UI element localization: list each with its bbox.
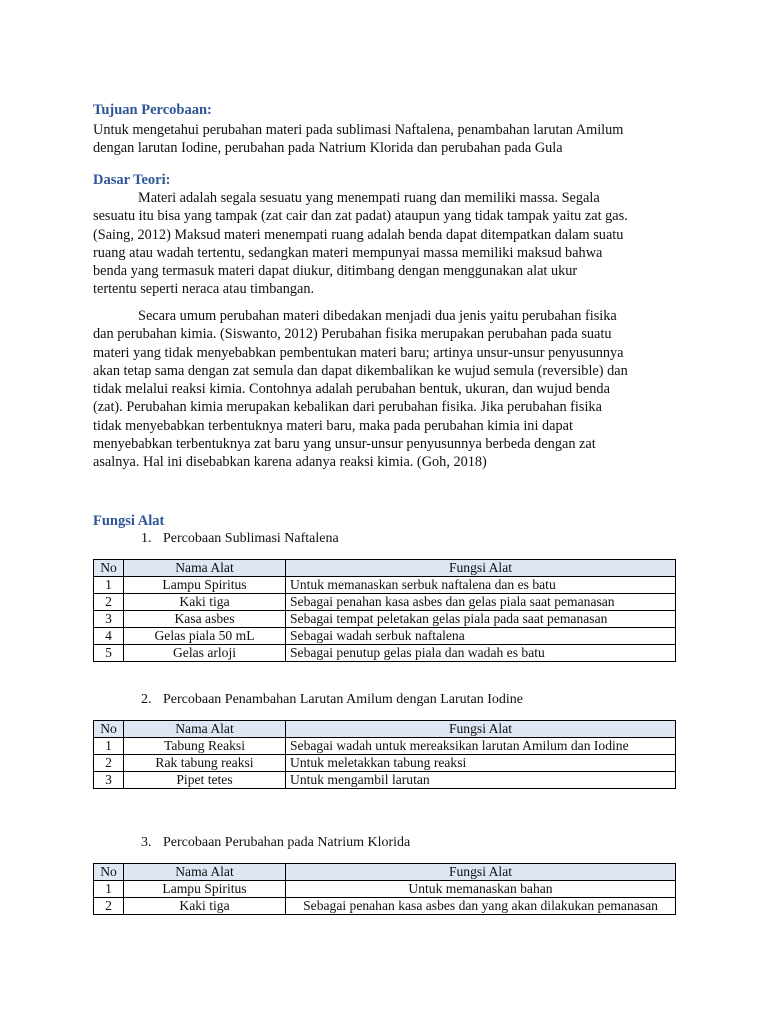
paragraph-line: (Saing, 2012) Maksud materi menempati ruang adalah benda dapat ditempatkan dalam suatu <box>93 226 624 243</box>
section-title <box>141 835 410 851</box>
cell-no: 5 <box>94 645 124 662</box>
table-row <box>94 611 676 628</box>
paragraph-line: menyebabkan terbentuknya zat baru yang unsur-unsur penyusunnya berbeda dengan zat <box>93 436 596 453</box>
paragraph-line: dan perubahan kimia. (Siswanto, 2012) Perubahan fisika merupakan perubahan pada suatu <box>93 326 612 343</box>
header-no: No <box>94 864 124 881</box>
cell-fungsi-alat: Sebagai penutup gelas piala dan wadah es batu <box>286 645 676 662</box>
header-nama-alat: Nama Alat <box>124 721 286 738</box>
cell-nama-alat: Kasa asbes <box>124 611 286 628</box>
header-no: No <box>94 560 124 577</box>
cell-no: 1 <box>94 881 124 898</box>
cell-fungsi-alat: Sebagai wadah untuk mereaksikan larutan Amilum dan Iodine <box>286 738 676 755</box>
cell-nama-alat: Rak tabung reaksi <box>124 755 286 772</box>
paragraph-line: Materi adalah segala sesuatu yang menempati ruang dan memiliki massa. Segala <box>138 190 600 206</box>
paragraph-line: Secara umum perubahan materi dibedakan menjadi dua jenis yaitu perubahan fisika <box>138 308 617 324</box>
cell-fungsi-alat: Untuk meletakkan tabung reaksi <box>286 755 676 772</box>
section-title-text: Percobaan Penambahan Larutan Amilum dengan Larutan Iodine <box>163 692 523 707</box>
cell-fungsi-alat: Untuk memanaskan bahan <box>286 881 676 898</box>
cell-nama-alat: Lampu Spiritus <box>124 881 286 898</box>
tujuan-heading: Tujuan Percobaan: <box>93 102 212 118</box>
section-title <box>141 531 339 547</box>
cell-nama-alat: Pipet tetes <box>124 772 286 789</box>
dasar-teori-paragraph-2 <box>93 307 678 472</box>
paragraph-line: asalnya. Hal ini disebabkan karena adanya reaksi kimia. (Goh, 2018) <box>93 454 487 471</box>
table-header-row <box>94 721 676 738</box>
table-header-row <box>94 864 676 881</box>
cell-nama-alat: Lampu Spiritus <box>124 577 286 594</box>
table-row <box>94 772 676 789</box>
cell-no: 3 <box>94 772 124 789</box>
table-row <box>94 898 676 915</box>
table-header-row <box>94 560 676 577</box>
paragraph-line: benda yang termasuk materi dapat diukur, ditimbang dengan menggunakan alat ukur <box>93 263 578 280</box>
cell-fungsi-alat: Untuk memanaskan serbuk naftalena dan es batu <box>286 577 676 594</box>
header-nama-alat: Nama Alat <box>124 560 286 577</box>
cell-no: 2 <box>94 755 124 772</box>
section-number: 1. <box>141 531 152 546</box>
paragraph-line: ruang atau wadah tertentu, sedangkan materi mempunyai massa memiliki maksud bahwa <box>93 244 603 261</box>
cell-fungsi-alat: Sebagai penahan kasa asbes dan yang akan dilakukan pemanasan <box>286 898 676 915</box>
equipment-table <box>93 720 676 789</box>
tujuan-line: dengan larutan Iodine, perubahan pada Natrium Klorida dan perubahan pada Gula <box>93 140 563 157</box>
table-row <box>94 755 676 772</box>
section-number: 2. <box>141 692 152 707</box>
section-title-text: Percobaan Perubahan pada Natrium Klorida <box>163 835 411 850</box>
paragraph-line: akan tetap sama dengan zat semula dan dapat dikembalikan ke wujud semula (reversible) dan <box>93 362 628 379</box>
section-title-text: Percobaan Sublimasi Naftalena <box>163 531 339 546</box>
table-row <box>94 628 676 645</box>
cell-no: 2 <box>94 594 124 611</box>
cell-no: 4 <box>94 628 124 645</box>
cell-nama-alat: Gelas arloji <box>124 645 286 662</box>
section-title <box>141 692 523 708</box>
tujuan-line: Untuk mengetahui perubahan materi pada sublimasi Naftalena, penambahan larutan Amilum <box>93 122 624 138</box>
cell-fungsi-alat: Untuk mengambil larutan <box>286 772 676 789</box>
equipment-table <box>93 559 676 662</box>
paragraph-line: materi yang tidak menyebabkan pembentukan materi baru; artinya unsur-unsur penyusunnya <box>93 344 624 361</box>
fungsi-alat-heading: Fungsi Alat <box>93 513 165 529</box>
header-no: No <box>94 721 124 738</box>
header-nama-alat: Nama Alat <box>124 864 286 881</box>
dasar-teori-paragraph-1 <box>93 189 678 299</box>
tujuan-paragraph <box>93 121 678 158</box>
table-row <box>94 881 676 898</box>
cell-nama-alat: Gelas piala 50 mL <box>124 628 286 645</box>
header-fungsi-alat: Fungsi Alat <box>286 721 676 738</box>
cell-fungsi-alat: Sebagai tempat peletakan gelas piala pada saat pemanasan <box>286 611 676 628</box>
cell-fungsi-alat: Sebagai wadah serbuk naftalena <box>286 628 676 645</box>
header-fungsi-alat: Fungsi Alat <box>286 560 676 577</box>
cell-nama-alat: Kaki tiga <box>124 898 286 915</box>
cell-no: 2 <box>94 898 124 915</box>
table-row <box>94 645 676 662</box>
table-row <box>94 738 676 755</box>
cell-nama-alat: Tabung Reaksi <box>124 738 286 755</box>
header-fungsi-alat: Fungsi Alat <box>286 864 676 881</box>
table-row <box>94 577 676 594</box>
cell-no: 3 <box>94 611 124 628</box>
cell-no: 1 <box>94 738 124 755</box>
cell-fungsi-alat: Sebagai penahan kasa asbes dan gelas piala saat pemanasan <box>286 594 676 611</box>
table-row <box>94 594 676 611</box>
paragraph-line: (zat). Perubahan kimia merupakan kebalikan dari perubahan fisika. Jika perubahan fisika <box>93 399 602 416</box>
section-number: 3. <box>141 835 152 850</box>
paragraph-line: tertentu seperti neraca atau timbangan. <box>93 281 315 298</box>
paragraph-line: tidak melalui reaksi kimia. Contohnya adalah perubahan bentuk, ukuran, dan wujud benda <box>93 381 610 398</box>
paragraph-line: tidak menyebabkan terbentuknya materi baru, maka pada perubahan kimia ini dapat <box>93 417 573 434</box>
dasar-teori-heading: Dasar Teori: <box>93 172 171 188</box>
equipment-table <box>93 863 676 915</box>
cell-no: 1 <box>94 577 124 594</box>
paragraph-line: sesuatu itu bisa yang tampak (zat cair dan zat padat) ataupun yang tidak tampak yaitu zat gas. <box>93 208 628 225</box>
cell-nama-alat: Kaki tiga <box>124 594 286 611</box>
